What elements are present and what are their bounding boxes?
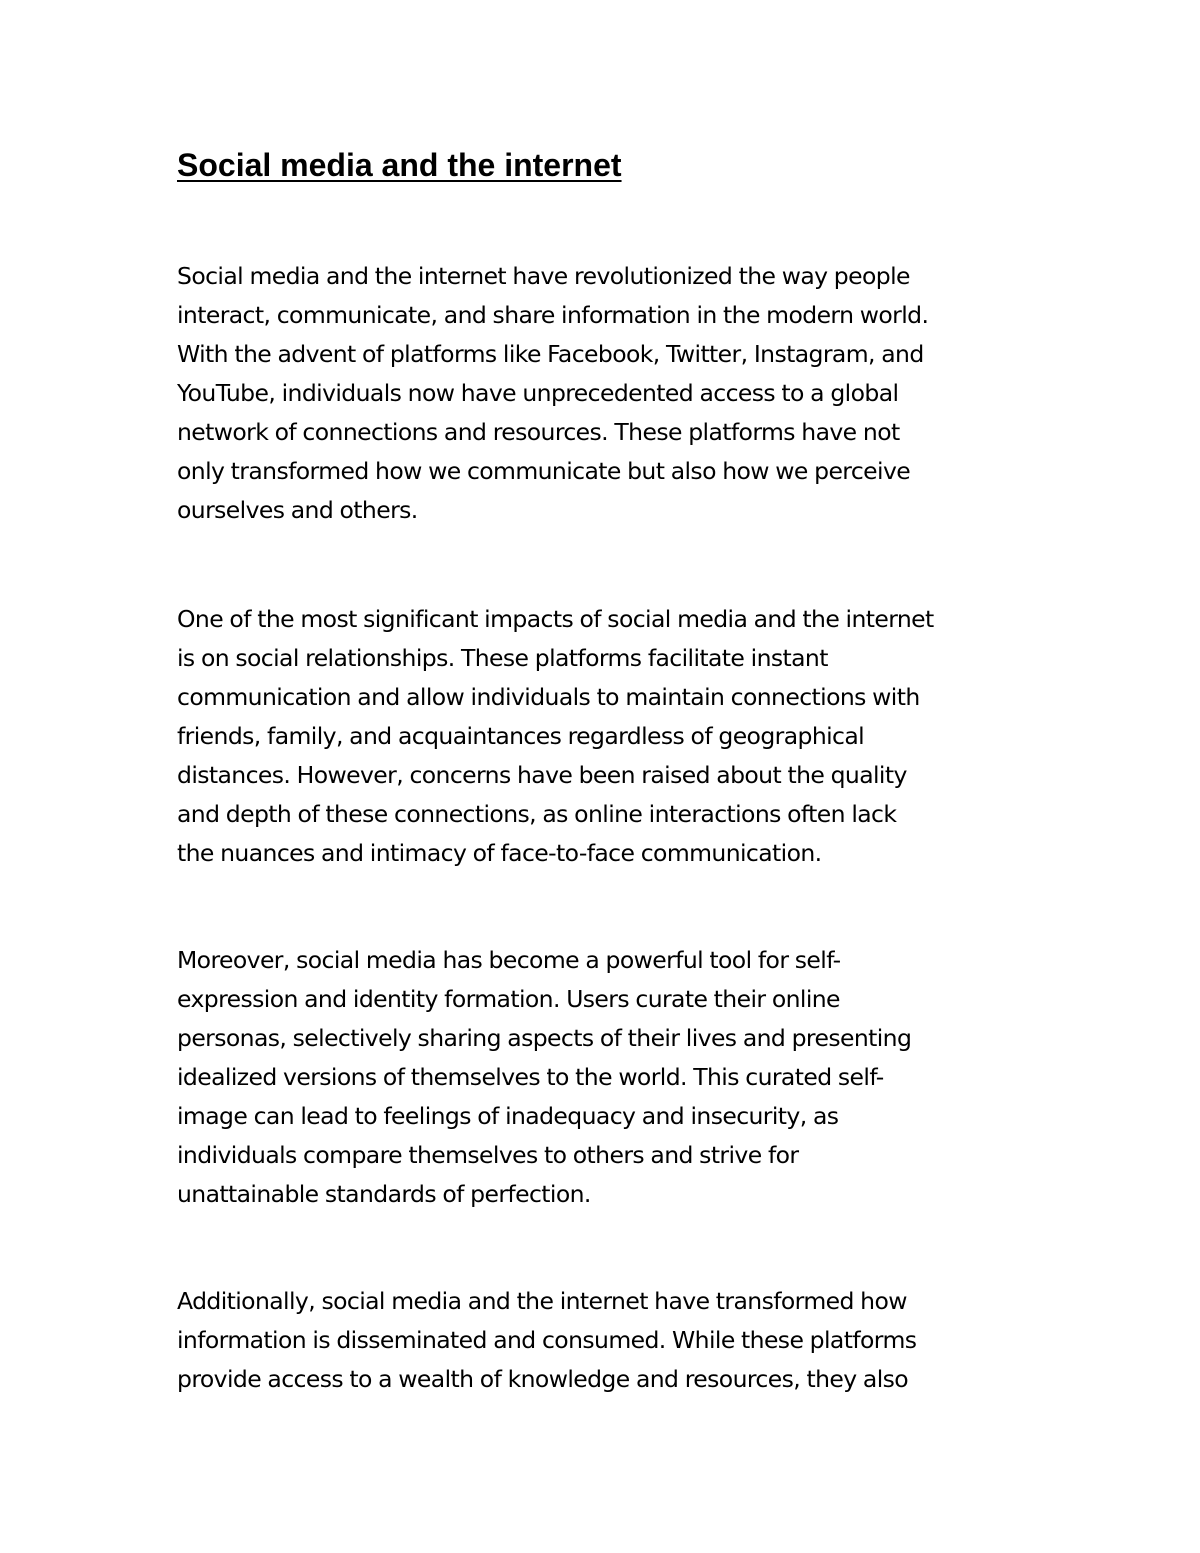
document-title: Social media and the internet — [177, 147, 622, 183]
paragraph-line: ourselves and others. — [177, 496, 418, 524]
paragraph-line: communication and allow individuals to maintain connections with — [177, 683, 920, 711]
paragraph-line: Moreover, social media has become a powerful tool for self- — [177, 946, 841, 974]
paragraph-2 — [177, 600, 934, 873]
paragraph-4 — [177, 1282, 916, 1399]
paragraph-3 — [177, 941, 911, 1214]
paragraph-line: Additionally, social media and the internet have transformed how — [177, 1287, 907, 1315]
paragraph-line: One of the most significant impacts of social media and the internet — [177, 605, 934, 633]
paragraph-line: friends, family, and acquaintances regardless of geographical — [177, 722, 865, 750]
paragraph-line: information is disseminated and consumed. While these platforms — [177, 1326, 917, 1354]
paragraph-line: idealized versions of themselves to the world. This curated self- — [177, 1063, 884, 1091]
paragraph-1 — [177, 257, 928, 530]
paragraph-line: network of connections and resources. These platforms have not — [177, 418, 900, 446]
paragraph-line: distances. However, concerns have been raised about the quality — [177, 761, 907, 789]
paragraph-line: interact, communicate, and share information in the modern world. — [177, 301, 929, 329]
paragraph-line: YouTube, individuals now have unprecedented access to a global — [177, 379, 899, 407]
paragraph-line: the nuances and intimacy of face-to-face communication. — [177, 839, 822, 867]
paragraph-line: and depth of these connections, as online interactions often lack — [177, 800, 897, 828]
paragraph-line: personas, selectively sharing aspects of their lives and presenting — [177, 1024, 912, 1052]
paragraph-line: unattainable standards of perfection. — [177, 1180, 591, 1208]
paragraph-line: is on social relationships. These platforms facilitate instant — [177, 644, 828, 672]
paragraph-line: Social media and the internet have revolutionized the way people — [177, 262, 910, 290]
paragraph-line: expression and identity formation. Users curate their online — [177, 985, 840, 1013]
paragraph-line: individuals compare themselves to others and strive for — [177, 1141, 799, 1169]
paragraph-line: With the advent of platforms like Facebook, Twitter, Instagram, and — [177, 340, 924, 368]
paragraph-line: image can lead to feelings of inadequacy and insecurity, as — [177, 1102, 839, 1130]
paragraph-line: provide access to a wealth of knowledge and resources, they also — [177, 1365, 909, 1393]
paragraph-line: only transformed how we communicate but also how we perceive — [177, 457, 911, 485]
